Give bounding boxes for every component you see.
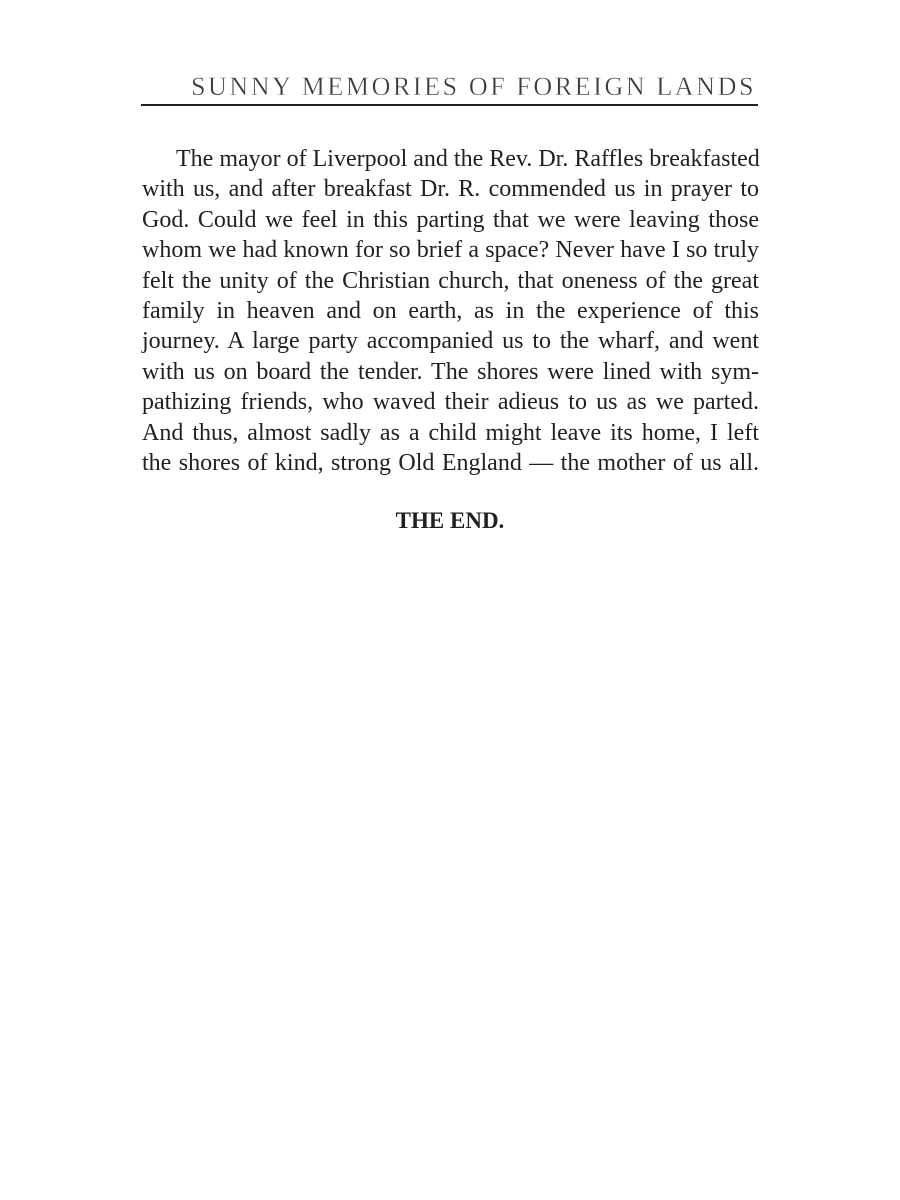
paragraph-line: journey. A large party accompanied us to the wharf, and went xyxy=(142,328,759,355)
paragraph-line: pathizing friends, who waved their adieus to us as we parted. xyxy=(142,389,759,416)
paragraph-line: felt the unity of the Christian church, that oneness of the great xyxy=(142,267,759,294)
paragraph-line: the shores of kind, strong Old England — the mother of us all. xyxy=(142,449,759,476)
body-paragraph xyxy=(142,144,759,478)
paragraph-line: God. Could we feel in this parting that we were leaving those xyxy=(142,206,759,233)
running-head-title: SUNNY MEMORIES OF FOREIGN LANDS xyxy=(190,72,756,101)
paragraph-line: family in heaven and on earth, as in the experience of this xyxy=(142,297,759,324)
paragraph-line: whom we had known for so brief a space? Never have I so truly xyxy=(142,237,759,264)
paragraph-line: with us, and after breakfast Dr. R. commended us in prayer to xyxy=(142,176,759,203)
running-head xyxy=(141,64,758,106)
paragraph-line: with us on board the tender. The shores were lined with sym- xyxy=(142,358,759,385)
paragraph-line: And thus, almost sadly as a child might leave its home, I left xyxy=(142,419,759,446)
paragraph-line: The mayor of Liverpool and the Rev. Dr. Raffles breakfasted xyxy=(176,146,760,172)
end-mark: THE END. xyxy=(395,508,505,533)
